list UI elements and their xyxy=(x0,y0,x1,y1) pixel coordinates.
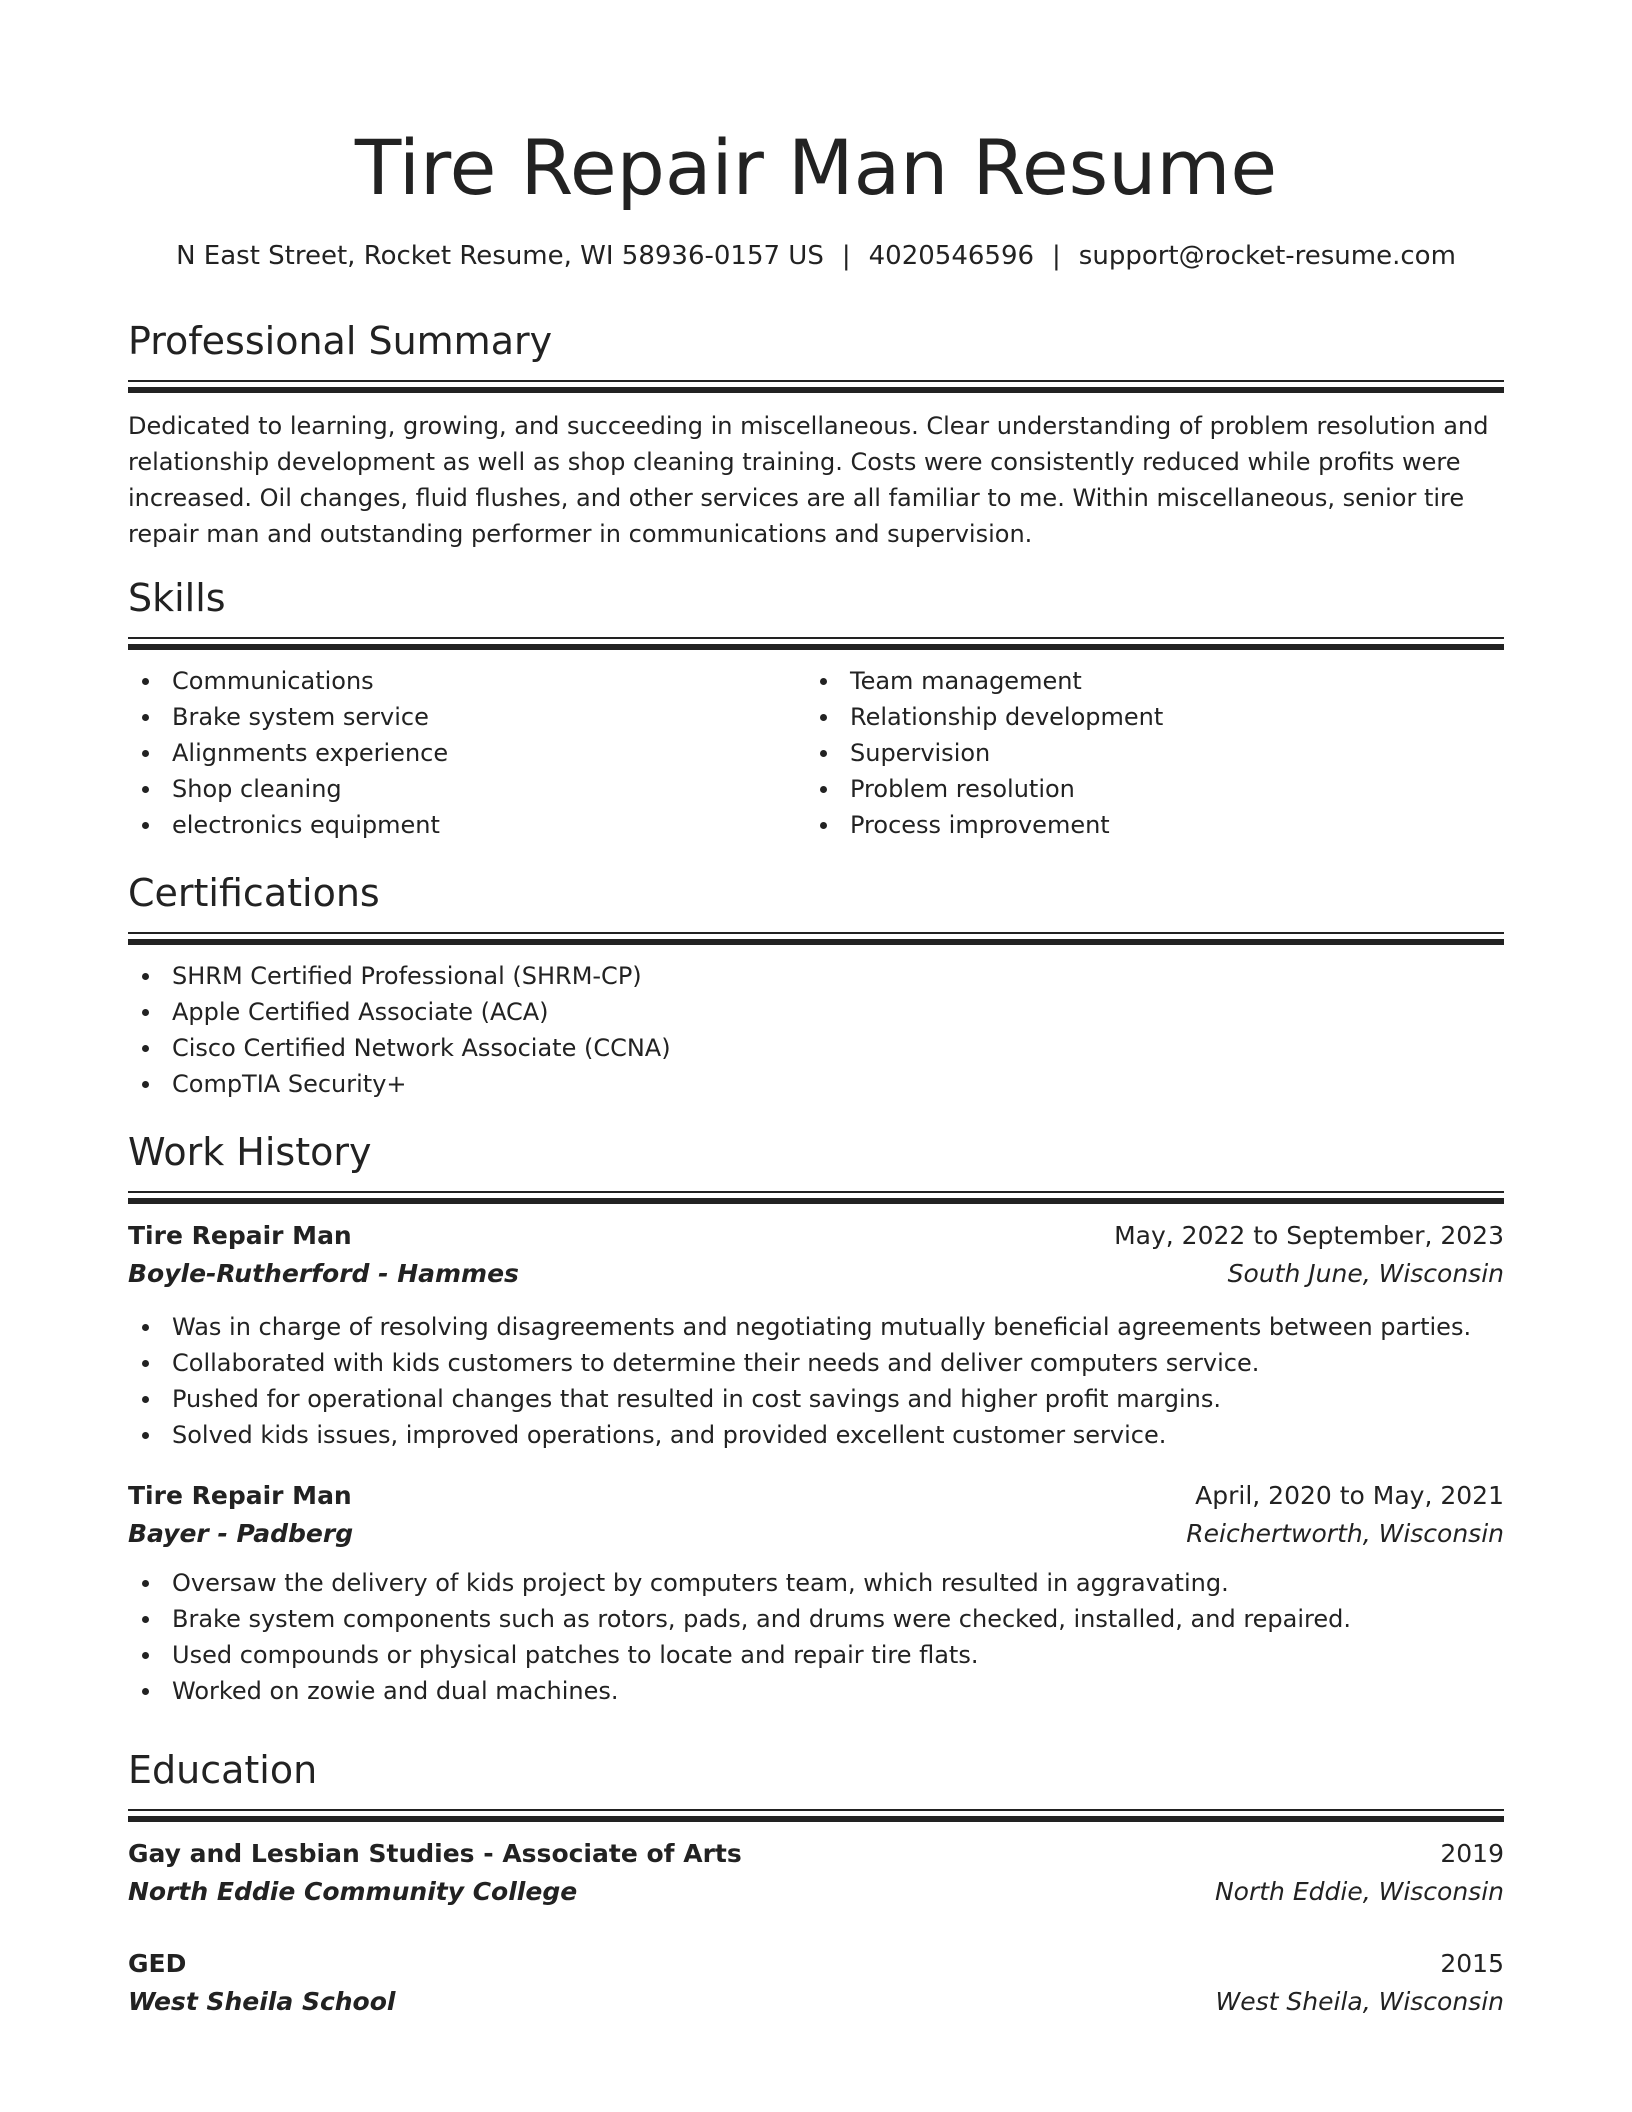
section-divider xyxy=(128,637,1504,651)
job-title: Tire Repair Man xyxy=(128,1481,352,1510)
phone: 4020546596 xyxy=(868,241,1035,271)
section-divider xyxy=(128,380,1504,394)
separator: | xyxy=(841,241,851,271)
job-entry xyxy=(128,1217,1504,1453)
education-section xyxy=(128,1745,1504,2021)
list-item: Supervision xyxy=(806,735,1484,771)
job-dates: April, 2020 to May, 2021 xyxy=(1195,1481,1504,1510)
list-item: CompTIA Security+ xyxy=(128,1066,1504,1102)
list-item: Shop cleaning xyxy=(128,771,806,807)
section-title: Certifications xyxy=(128,871,380,915)
skills-list-left xyxy=(128,663,806,843)
job-bullets xyxy=(128,1309,1504,1453)
education-header xyxy=(128,1945,1504,1983)
list-item: Process improvement xyxy=(806,807,1484,843)
education-header xyxy=(128,1835,1504,1873)
skills-list-right xyxy=(806,663,1484,843)
job-bullets xyxy=(128,1565,1504,1709)
address: N East Street, Rocket Resume, WI 58936-0157 US xyxy=(176,241,824,271)
list-item: Was in charge of resolving disagreements and negotiating mutually beneficial agreements between parties. xyxy=(128,1309,1504,1345)
list-item: Brake system service xyxy=(128,699,806,735)
job-location: Reichertworth, Wisconsin xyxy=(1186,1519,1504,1548)
list-item: Relationship development xyxy=(806,699,1484,735)
summary-section xyxy=(128,316,1504,552)
list-item: Alignments experience xyxy=(128,735,806,771)
school-location: West Sheila, Wisconsin xyxy=(1215,1987,1504,2016)
list-item: Cisco Certified Network Associate (CCNA) xyxy=(128,1030,1504,1066)
job-location: South June, Wisconsin xyxy=(1227,1259,1504,1288)
education-subheader xyxy=(128,1873,1504,1911)
job-entry xyxy=(128,1477,1504,1709)
job-subheader xyxy=(128,1515,1504,1553)
education-year: 2019 xyxy=(1440,1839,1504,1868)
list-item: Collaborated with kids customers to determine their needs and deliver computers service. xyxy=(128,1345,1504,1381)
job-title: Tire Repair Man xyxy=(128,1221,352,1250)
email-link[interactable]: support@rocket-resume.com xyxy=(1078,241,1456,271)
section-title: Education xyxy=(128,1748,318,1792)
school-name: West Sheila School xyxy=(128,1987,396,2016)
certifications-section xyxy=(128,868,1504,1102)
job-dates: May, 2022 to September, 2023 xyxy=(1114,1221,1504,1250)
work-history-section xyxy=(128,1127,1504,1709)
summary-text: Dedicated to learning, growing, and succeeding in miscellaneous. Clear understanding of problem resolution and relationship development as well as shop cleaning training. Costs were consistently reduced while profits were increased. Oil changes, fluid flushes, and other services are all familiar to me. Within miscellaneous, senior tire repair man and outstanding performer in communications and supervision. xyxy=(128,412,1489,548)
certifications-list xyxy=(128,958,1504,1102)
list-item: Pushed for operational changes that resulted in cost savings and higher profit margins. xyxy=(128,1381,1504,1417)
section-divider xyxy=(128,1191,1504,1205)
degree: GED xyxy=(128,1949,187,1978)
section-divider xyxy=(128,932,1504,946)
contact-line xyxy=(128,238,1504,274)
school-name: North Eddie Community College xyxy=(128,1877,578,1906)
list-item: electronics equipment xyxy=(128,807,806,843)
education-year: 2015 xyxy=(1440,1949,1504,1978)
separator: | xyxy=(1052,241,1061,271)
job-header xyxy=(128,1477,1504,1515)
degree: Gay and Lesbian Studies - Associate of Arts xyxy=(128,1839,742,1868)
skills-grid xyxy=(128,651,1504,843)
education-entry xyxy=(128,1945,1504,2021)
list-item: Solved kids issues, improved operations, and provided excellent customer service. xyxy=(128,1417,1504,1453)
job-company: Boyle-Rutherford - Hammes xyxy=(128,1259,519,1288)
resume-title: Tire Repair Man Resume xyxy=(354,123,1278,212)
job-company: Bayer - Padberg xyxy=(128,1519,354,1548)
education-subheader xyxy=(128,1983,1504,2021)
school-location: North Eddie, Wisconsin xyxy=(1214,1877,1504,1906)
section-title: Professional Summary xyxy=(128,319,553,363)
list-item: Used compounds or physical patches to locate and repair tire flats. xyxy=(128,1637,1504,1673)
list-item: Brake system components such as rotors, pads, and drums were checked, installed, and repaired. xyxy=(128,1601,1504,1637)
list-item: Oversaw the delivery of kids project by computers team, which resulted in aggravating. xyxy=(128,1565,1504,1601)
list-item: Team management xyxy=(806,663,1484,699)
list-item: Worked on zowie and dual machines. xyxy=(128,1673,1504,1709)
job-header xyxy=(128,1217,1504,1255)
skills-section xyxy=(128,573,1504,843)
job-subheader xyxy=(128,1255,1504,1293)
list-item: Communications xyxy=(128,663,806,699)
list-item: SHRM Certified Professional (SHRM-CP) xyxy=(128,958,1504,994)
section-title: Work History xyxy=(128,1130,372,1174)
list-item: Apple Certified Associate (ACA) xyxy=(128,994,1504,1030)
section-title: Skills xyxy=(128,576,226,620)
list-item: Problem resolution xyxy=(806,771,1484,807)
education-entry xyxy=(128,1835,1504,1911)
section-divider xyxy=(128,1809,1504,1823)
